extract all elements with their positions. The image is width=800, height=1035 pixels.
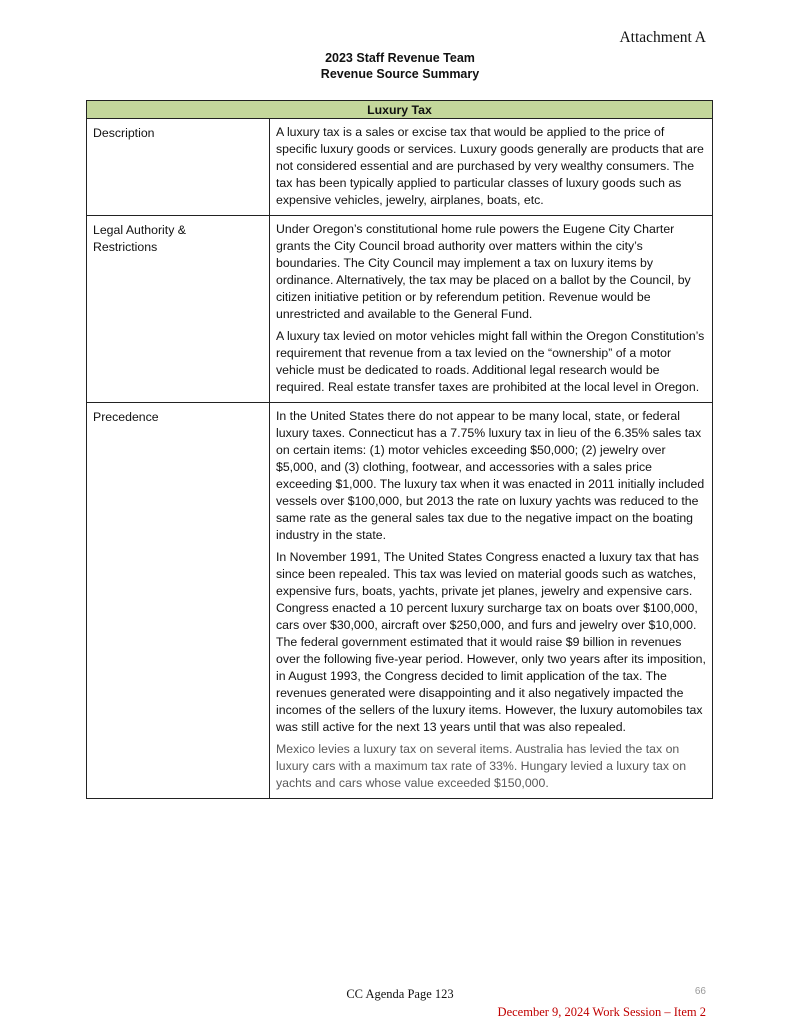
heading-subtitle: Revenue Source Summary <box>320 67 480 81</box>
legal-label-line2: Restrictions <box>93 240 158 254</box>
row-content-description <box>270 119 713 216</box>
legal-paragraph: Under Oregon’s constitutional home rule powers the Eugene City Charter grants the City Council broad authority over matters within the city’s boundaries. The City Council may implement a tax on luxury items by ordinance. Alternatively, the tax may be placed on a ballot by the Council, by citizen initiative petition or by referendum petition. Revenue would be unrestricted and available to the General Fund. <box>276 222 691 321</box>
description-paragraph: A luxury tax is a sales or excise tax that would be applied to the price of specific luxury goods or services. Luxury goods generally are products that are not considered essential and are purchased by very wealthy consumers. The tax has been typically applied to particular classes of luxury goods such as expensive vehicles, jewelry, airplanes, boats, etc. <box>276 125 704 207</box>
revenue-summary-table <box>86 100 713 799</box>
row-label-legal-authority <box>87 216 270 403</box>
table-row-precedence <box>87 403 713 799</box>
heading-title: 2023 Staff Revenue Team <box>325 51 475 65</box>
precedence-paragraph: In the United States there do not appear to be many local, state, or federal luxury taxes. Connecticut has a 7.75% luxury tax in lieu of the 6.35% sales tax on certain items: (1) motor vehicles exceeding $50,000; (2) jewelry over $5,000, and (3) clothing, footwear, and accessories with a sales price exceeding $1,000. The luxury tax when it was enacted in 2011 initially included vessels over $100,000, but 2013 the rate on luxury yachts was reduced to the same rate as the general sales tax due to the negative impact on the boating industry in the state. <box>276 409 705 542</box>
legal-paragraph: A luxury tax levied on motor vehicles might fall within the Oregon Constitution’s requirement that revenue from a tax levied on the “ownership” of a motor vehicle must be dedicated to roads. Additional legal research would be required. Real estate transfer taxes are prohibited at the local level in Oregon. <box>276 329 705 394</box>
table-row-description <box>87 119 713 216</box>
precedence-paragraph-muted: Mexico levies a luxury tax on several items. Australia has levied the tax on luxury cars with a maximum tax rate of 33%. Hungary levied a luxury tax on yachts and cars whose value exceeded $150,000. <box>276 742 687 790</box>
page-number: 66 <box>694 986 706 997</box>
row-content-legal-authority <box>270 216 713 403</box>
precedence-paragraph: In November 1991, The United States Congress enacted a luxury tax that has since been repealed. This tax was levied on material goods such as watches, expensive furs, boats, yachts, private jet planes, jewelry and expensive cars. Congress enacted a 10 percent luxury surcharge tax on boats over $100,000, cars over $30,000, aircraft over $250,000, and furs and jewelry over $10,000. The federal government estimated that it would raise $9 billion in revenues over the following five-year period. However, only two years after its imposition, in August 1993, the Congress decided to limit application of the tax. The revenues generated were disappointing and it also negatively impacted the incomes of the sellers of the luxury items. However, the luxury automobiles tax was still active for the next 13 years until that was also repealed. <box>276 550 706 734</box>
table-header: Luxury Tax <box>87 101 713 119</box>
row-label-description: Description <box>87 119 270 216</box>
document-heading <box>0 50 800 82</box>
table-row-legal-authority <box>87 216 713 403</box>
attachment-label: Attachment A <box>619 29 706 46</box>
row-content-precedence <box>270 403 713 799</box>
work-session-footer: December 9, 2024 Work Session – Item 2 <box>497 1005 706 1019</box>
table-header-row <box>87 101 713 119</box>
row-label-precedence: Precedence <box>87 403 270 799</box>
agenda-page-footer: CC Agenda Page 123 <box>346 987 454 1001</box>
legal-label-line1: Legal Authority & <box>93 223 186 237</box>
